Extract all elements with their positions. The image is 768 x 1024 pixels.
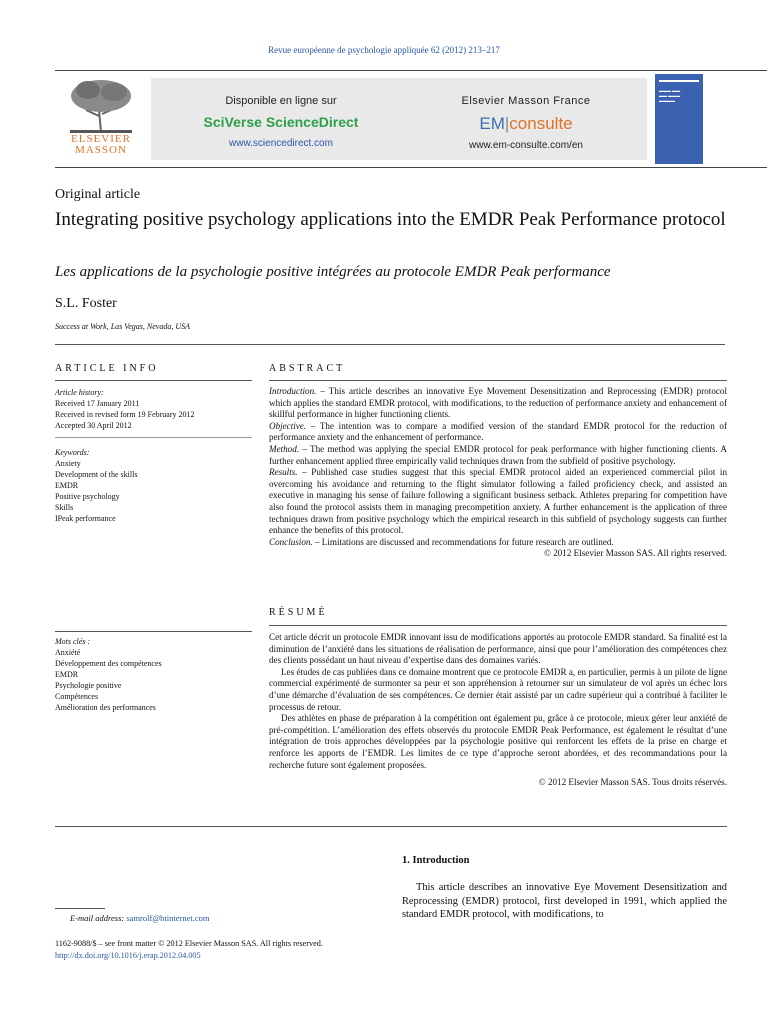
article-history — [55, 387, 255, 431]
introduction-heading: 1. Introduction — [402, 855, 470, 866]
abstract-conclusion-label: Conclusion. — [269, 536, 313, 547]
abstract-results: – Published case studies suggest that this special EMDR protocol aided an experienced commercial pilot in overcoming his avoidance and returning to the flight simulator following a failed proficiency check, and assisted an executive in managing his sense of failure following a significant business setback. Athletes preparing for competition have also found the protocol assists them in managing precompetition anxiety. A further enhancement is the application of three techniques drawn from positive psychology which the empirical research in this subfield of psychology suggests can further enhance the benefits of this protocol. — [269, 467, 727, 536]
journal-banner — [55, 70, 767, 168]
em-divider-glyph: | — [504, 114, 510, 133]
banner-bottom-rule — [55, 167, 767, 168]
article-type: Original article — [55, 187, 141, 202]
abstract-heading: ABSTRACT — [269, 363, 346, 374]
front-matter-bottom-rule — [55, 826, 727, 827]
french-title: Les applications de la psychologie positive intégrées au protocole EMDR Peak performance — [55, 264, 611, 280]
history-item: Accepted 30 April 2012 — [55, 421, 132, 430]
keyword-item: IPeak performance — [55, 514, 116, 523]
resume-paragraph: Cet article décrit un protocole EMDR innovant issu de modifications apportés au protocole EMDR standard. Sa finalité est la diminution de l’anxiété dans les situations de réalisation de performance, ainsi que pour l’amélioration des compétences chez des clients possédant un haut niveau d’expertise dans des domaines variés. — [269, 632, 727, 666]
keyword-item: EMDR — [55, 481, 79, 490]
author-affiliation: Success at Work, Las Vegas, Nevada, USA — [55, 322, 191, 331]
availability-panel — [151, 78, 647, 160]
abstract-method-label: Method. — [269, 443, 300, 454]
article-title: Integrating positive psychology applications into the EMDR Peak Performance protocol — [55, 209, 726, 230]
history-item: Received in revised form 19 February 2012 — [55, 410, 195, 419]
email-link[interactable]: samrolf@btinternet.com — [126, 913, 210, 923]
keyword-item: Anxiety — [55, 459, 81, 468]
mot-cle-item: Psychologie positive — [55, 681, 122, 690]
abstract-results-label: Results. — [269, 467, 298, 478]
history-divider — [55, 437, 252, 438]
resume-paragraph: Les études de cas publiées dans ce domaine montrent que ce protocole EMDR a, en particulier, permis à un pilote de ligne commercial expérimenté de surmonter sa peur et son appréhension à retourner sur un simulateur de vol après un échec lors d’une démarche d’évaluation de ses compétences. Ce dernier était assisté par un cadre supérieur qui a contribué à faciliter le processus de retour. — [269, 666, 727, 712]
abstract-copyright: © 2012 Elsevier Masson SAS. All rights reserved. — [544, 548, 727, 559]
logo-text-masson: MASSON — [75, 144, 127, 156]
keyword-item: Positive psychology — [55, 492, 120, 501]
abstract-rule — [269, 380, 727, 381]
resume-paragraph: Des athlètes en phase de préparation à la compétition ont également pu, grâce à ce protocole, mieux gérer leur anxiété de pré-compétition. L’amélioration des effets observés du protocole EMDR Peak Performance, est également le résultat d’une intégration de trois approches développées par la psychologie positive qui renforcent les effets de la prise en charge et renforce les apports de l’EMDR. Les limites de ce type d’approche seront abordées, et des recommandations pour la recherche future sont également proposées. — [269, 713, 727, 770]
emconsulte-url[interactable]: www.em-consulte.com/en — [469, 140, 583, 151]
history-label: Article history: — [55, 388, 104, 397]
cover-title-graphic: ▬▬▬ ▬▬ ▬▬ ▬▬▬ ▬▬▬▬ — [659, 88, 681, 103]
doi-link[interactable]: http://dx.doi.org/10.1016/j.erap.2012.04.005 — [55, 951, 201, 960]
em-prefix: EM — [479, 114, 505, 133]
abstract-conclusion: – Limitations are discussed and recommendations for future research are outlined. — [312, 536, 614, 547]
logo-text-elsevier: ELSEVIER — [71, 133, 131, 145]
resume-body — [269, 632, 727, 789]
author-name: S.L. Foster — [55, 296, 117, 311]
cover-rule — [659, 80, 699, 82]
issn-line: 1162-9088/$ – see front matter © 2012 Elsevier Masson SAS. All rights reserved. — [55, 939, 323, 948]
keywords-block — [55, 447, 255, 524]
keywords-label: Keywords: — [55, 448, 90, 457]
history-item: Received 17 January 2011 — [55, 399, 140, 408]
emconsulte-logo[interactable] — [406, 114, 646, 134]
sciencedirect-url[interactable]: www.sciencedirect.com — [229, 138, 333, 149]
abstract-body — [269, 386, 727, 560]
email-footnote — [70, 913, 209, 924]
mot-cle-item: Compétences — [55, 692, 99, 701]
keyword-item: Skills — [55, 503, 74, 512]
em-suffix: consulte — [509, 114, 573, 133]
header-divider — [55, 344, 725, 345]
mots-cles-block — [55, 636, 255, 713]
article-info-heading: ARTICLE INFO — [55, 363, 159, 374]
mot-cle-item: Anxiété — [55, 648, 81, 657]
elsevier-masson-france-label: Elsevier Masson France — [461, 95, 591, 107]
banner-top-rule — [55, 70, 767, 71]
abstract-objective: – The intention was to compare a modified version of the standard EMDR protocol for the reduction of performance anxiety and the enhancement of performance. — [269, 420, 727, 443]
abstract-objective-label: Objective. — [269, 420, 307, 431]
mot-cle-item: Développement des compétences — [55, 659, 162, 668]
introduction-text: This article describes an innovative Eye Movement Desensitization and Reprocessing (EMDR) protocol, first developed in 1991, which applied the standard EMDR protocol, with modifications, to — [402, 882, 727, 920]
journal-cover-thumbnail[interactable] — [655, 74, 703, 164]
abstract-intro-label: Introduction. — [269, 386, 317, 396]
footnote-rule — [55, 908, 105, 909]
resume-heading: RÉSUMÉ — [269, 607, 328, 618]
available-online-label: Disponible en ligne sur — [225, 95, 337, 107]
resume-copyright: © 2012 Elsevier Masson SAS. Tous droits réservés. — [538, 777, 727, 788]
resume-rule — [269, 625, 727, 626]
abstract-intro: – This article describes an innovative Eye Movement Desensitization and Reprocessing (EMDR) protocol which applies the standard EMDR protocol, with modifications, to the reduction of performance anxiety and enhancement of skillful performance in higher functioning clients. — [269, 386, 727, 420]
mot-cle-item: EMDR — [55, 670, 79, 679]
mots-cles-label: Mots clés : — [55, 637, 91, 646]
mots-cles-rule — [55, 631, 252, 632]
journal-citation[interactable]: Revue européenne de psychologie appliquée 62 (2012) 213–217 — [268, 45, 500, 55]
article-info-rule — [55, 380, 252, 381]
sciverse-sciencedirect-link[interactable]: SciVerse ScienceDirect — [203, 114, 359, 130]
abstract-method: – The method was applying the special EMDR protocol for peak performance with higher functioning clients. A further enhancement applied three empirically valid techniques drawn from the subfield of positive psychology. — [269, 443, 727, 466]
tree-icon — [66, 76, 136, 134]
email-label: E-mail address: — [70, 913, 125, 923]
elsevier-masson-logo — [57, 76, 145, 162]
keyword-item: Development of the skills — [55, 470, 138, 479]
mot-cle-item: Amélioration des performances — [55, 703, 156, 712]
